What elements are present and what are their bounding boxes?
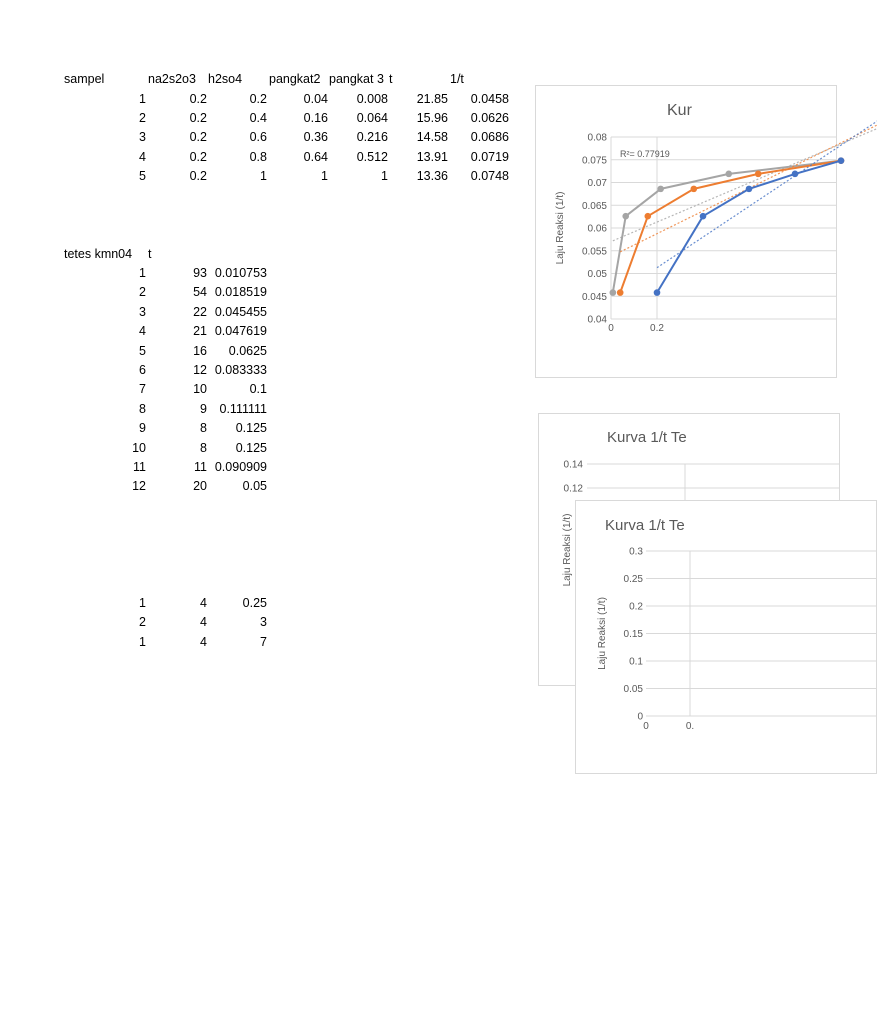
table3-cell: 1 bbox=[139, 596, 146, 610]
table2-cell: 9 bbox=[200, 401, 207, 416]
table1-header: t bbox=[389, 72, 393, 86]
chart-2-ytick: 0.12 bbox=[563, 483, 583, 495]
chart-2-ylabel: Laju Reaksi (1/t) bbox=[562, 513, 573, 587]
table2-cell: 10 bbox=[132, 440, 146, 455]
chart-3-ylabel: Laju Reaksi (1/t) bbox=[597, 597, 608, 670]
table2-header: t bbox=[148, 247, 152, 261]
chart-1-series-line bbox=[620, 161, 841, 293]
table1-cell: 3 bbox=[139, 130, 146, 144]
chart-1-ytick: 0.075 bbox=[581, 155, 607, 167]
table1-header: pangkat 3 bbox=[329, 72, 384, 86]
table2-cell: 0.010753 bbox=[214, 266, 267, 280]
table2-cell: 3 bbox=[139, 304, 146, 319]
table2-cell: 0.05 bbox=[242, 479, 267, 494]
chart-1-ytick: 0.04 bbox=[587, 314, 607, 326]
table2-cell: 0.111111 bbox=[219, 401, 267, 416]
chart-2-title: Kurva 1/t Te bbox=[607, 429, 687, 446]
chart-3-ytick: 0.3 bbox=[629, 546, 643, 558]
table3-cell: 1 bbox=[139, 634, 146, 649]
chart-3-ytick: 0.1 bbox=[629, 656, 643, 668]
table3-cell: 3 bbox=[260, 615, 267, 630]
table2-cell: 6 bbox=[139, 363, 146, 377]
table1-cell: 21.85 bbox=[416, 92, 448, 106]
table1-cell: 0.064 bbox=[356, 111, 388, 125]
table2-cell: 11 bbox=[194, 460, 207, 474]
table1-cell: 0.2 bbox=[189, 150, 207, 164]
table1-cell: 0.0748 bbox=[470, 169, 509, 183]
table1-header: na2s2o3 bbox=[148, 72, 196, 86]
chart-3-ytick: 0.05 bbox=[623, 684, 643, 695]
table2-cell: 0.1 bbox=[249, 382, 267, 397]
table2-cell: 8 bbox=[200, 440, 207, 455]
table1-cell: 1 bbox=[260, 169, 267, 183]
table2-cell: 93 bbox=[193, 266, 207, 280]
table1-cell: 0.0719 bbox=[470, 150, 509, 164]
chart-1-point bbox=[792, 171, 799, 178]
table1-cell: 0.36 bbox=[303, 130, 328, 144]
table1-cell: 1 bbox=[139, 92, 146, 106]
table2-cell: 7 bbox=[139, 382, 146, 397]
chart-1-ytick: 0.07 bbox=[587, 178, 607, 189]
table1-cell: 1 bbox=[381, 169, 388, 183]
chart-1-series-line bbox=[657, 161, 841, 293]
table2-cell: 20 bbox=[193, 479, 207, 494]
chart-1-title: Kur bbox=[667, 102, 692, 119]
chart-1-point bbox=[610, 289, 617, 296]
table1-cell: 0.64 bbox=[303, 150, 328, 164]
table1-cell: 13.91 bbox=[416, 150, 448, 164]
chart-1-point bbox=[838, 157, 845, 164]
table1-cell: 0.8 bbox=[249, 150, 267, 164]
chart-1-point bbox=[725, 171, 732, 178]
table2-cell: 0.047619 bbox=[214, 324, 267, 339]
table2-cell: 0.125 bbox=[235, 421, 267, 436]
table2-cell: 0.090909 bbox=[214, 460, 267, 474]
chart-1-point bbox=[691, 186, 698, 193]
chart-1-point bbox=[654, 289, 661, 296]
table3-cell: 0.25 bbox=[242, 596, 267, 610]
table1-cell: 0.0626 bbox=[470, 111, 509, 125]
table1-cell: 5 bbox=[139, 169, 146, 183]
chart-1-xtick: 0 bbox=[608, 323, 614, 334]
table2-cell: 16 bbox=[193, 343, 207, 358]
table1-cell: 0.6 bbox=[249, 130, 267, 144]
table3-cell: 4 bbox=[200, 634, 207, 649]
table2-cell: 0.018519 bbox=[214, 285, 267, 300]
chart-3-xtick: 0. bbox=[685, 721, 695, 732]
table2-cell: 8 bbox=[139, 401, 146, 416]
table1-header: sampel bbox=[64, 72, 105, 86]
chart-1-frame[interactable] bbox=[535, 85, 837, 378]
table1-cell: 0.216 bbox=[356, 130, 388, 144]
table1-cell: 0.0686 bbox=[470, 130, 509, 144]
table2-cell: 0.045455 bbox=[214, 304, 267, 319]
table1-cell: 0.512 bbox=[356, 150, 388, 164]
chart-1-point bbox=[622, 213, 629, 220]
table3-cell: 4 bbox=[200, 615, 207, 630]
chart-1-point bbox=[645, 213, 652, 220]
table1-cell: 0.2 bbox=[189, 169, 207, 183]
table2-cell: 54 bbox=[193, 285, 207, 300]
table2-header: tetes kmn04 bbox=[64, 247, 133, 261]
table1-cell: 15.96 bbox=[416, 111, 448, 125]
chart-1-point bbox=[657, 186, 664, 193]
chart-1-ytick: 0.08 bbox=[587, 132, 607, 144]
chart-3-ytick: 0.2 bbox=[629, 601, 643, 613]
table3-cell: 7 bbox=[260, 634, 267, 649]
chart-3-xtick: 0 bbox=[643, 721, 649, 732]
table2-cell: 0.0625 bbox=[228, 343, 267, 358]
table2-cell: 0.125 bbox=[235, 440, 267, 455]
table2-cell: 2 bbox=[139, 285, 146, 300]
chart-3-frame[interactable] bbox=[575, 500, 877, 774]
chart-1-ylabel: Laju Reaksi (1/t) bbox=[555, 191, 566, 265]
chart-3-ytick: 0 bbox=[637, 711, 643, 723]
chart-1-point bbox=[746, 186, 753, 193]
table1-cell: 0.008 bbox=[356, 92, 388, 106]
chart-1-ytick: 0.05 bbox=[587, 269, 607, 280]
table1-cell: 14.58 bbox=[416, 130, 448, 144]
table2-cell: 21 bbox=[193, 324, 207, 339]
chart-3-ytick: 0.15 bbox=[623, 629, 643, 640]
chart-1-ytick: 0.06 bbox=[587, 223, 607, 235]
chart-1-ytick: 0.065 bbox=[581, 200, 607, 212]
chart-1-ytick: 0.055 bbox=[581, 246, 607, 258]
table2-cell: 12 bbox=[193, 363, 207, 377]
table2-cell: 12 bbox=[132, 479, 146, 494]
chart-1-xtick: 0.2 bbox=[650, 323, 664, 334]
chart-3-title: Kurva 1/t Te bbox=[605, 517, 685, 534]
table1-cell: 0.2 bbox=[189, 130, 207, 144]
table1-cell: 0.16 bbox=[303, 111, 328, 125]
table3-cell: 4 bbox=[200, 596, 207, 610]
table2-cell: 1 bbox=[139, 266, 146, 280]
table2-cell: 0.083333 bbox=[214, 363, 267, 377]
chart-2-ytick: 0.14 bbox=[563, 459, 583, 471]
table2-cell: 5 bbox=[139, 343, 146, 358]
table1-cell: 0.04 bbox=[303, 92, 328, 106]
chart-1-point bbox=[617, 289, 624, 296]
chart-1-point bbox=[755, 171, 762, 178]
chart-1-r2-label: R²= 0.77919 bbox=[620, 149, 670, 159]
table2-cell: 8 bbox=[200, 421, 207, 436]
table1-cell: 1 bbox=[321, 169, 328, 183]
chart-3-ytick: 0.25 bbox=[623, 574, 643, 585]
table1-cell: 2 bbox=[139, 111, 146, 125]
table1-cell: 0.0458 bbox=[470, 92, 509, 106]
table1-cell: 0.2 bbox=[249, 92, 267, 106]
table1-header: pangkat2 bbox=[269, 72, 321, 86]
chart-1 bbox=[536, 86, 836, 377]
table1-header: 1/t bbox=[450, 72, 464, 86]
table1-cell: 0.2 bbox=[189, 111, 207, 125]
table1-cell: 4 bbox=[139, 150, 146, 164]
table1-header: h2so4 bbox=[208, 72, 243, 86]
chart-3 bbox=[576, 501, 876, 773]
table3-cell: 2 bbox=[139, 615, 146, 630]
chart-1-ytick: 0.045 bbox=[581, 291, 607, 303]
table1-cell: 13.36 bbox=[416, 169, 448, 183]
table2-cell: 11 bbox=[133, 460, 146, 474]
table2-cell: 10 bbox=[193, 382, 207, 397]
table1-cell: 0.2 bbox=[189, 92, 207, 106]
table2-cell: 22 bbox=[193, 304, 207, 319]
table1-cell: 0.4 bbox=[249, 111, 267, 125]
table2-cell: 4 bbox=[139, 324, 146, 339]
chart-1-point bbox=[700, 213, 707, 220]
table2-cell: 9 bbox=[139, 421, 146, 436]
